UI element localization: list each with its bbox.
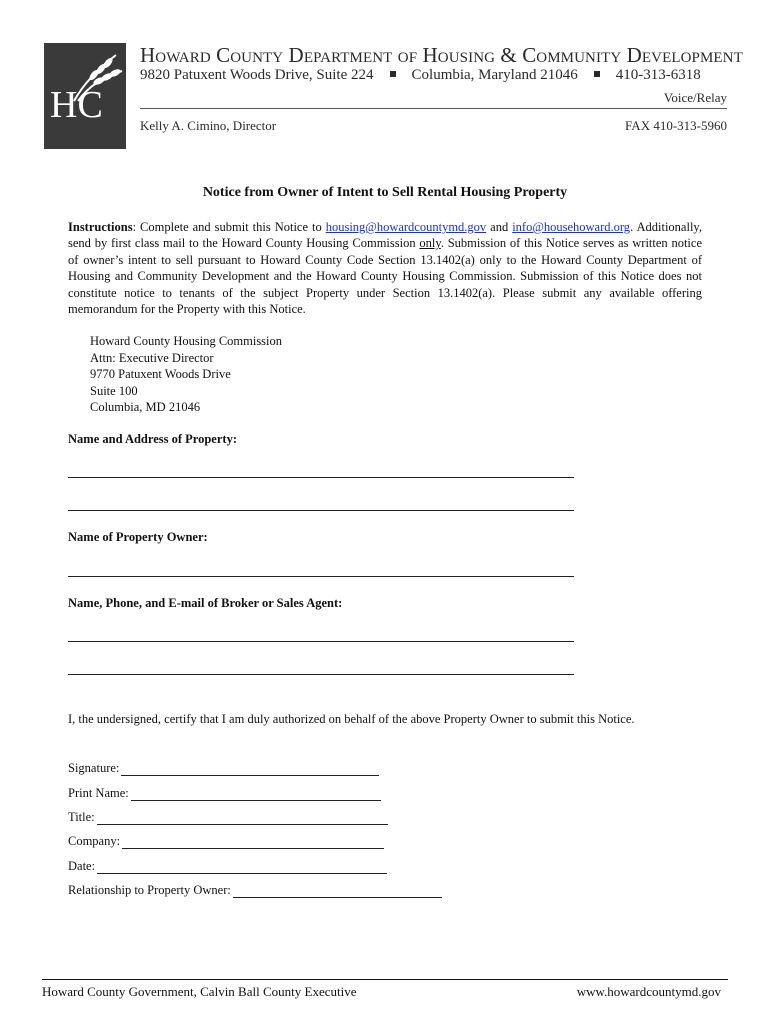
address-line: Columbia, MD 21046 [90,400,201,415]
title-blank[interactable] [97,813,388,825]
document-title: Notice from Owner of Intent to Sell Rental Housing Property [202,185,568,200]
wheat-logo-icon [44,43,126,149]
instructions-label: Instructions [68,220,133,234]
print-name-blank[interactable] [131,789,381,801]
agency-name: Howard County Department of Housing & Community Development [140,43,743,67]
separator-square-icon [390,71,396,77]
signature-field[interactable]: Signature: [68,761,379,776]
footer-website[interactable]: www.howardcountymd.gov [576,984,721,999]
address-line: Suite 100 [90,383,138,398]
address-line: Howard County Housing Commission [90,334,283,348]
date-blank[interactable] [97,862,387,874]
info-email-link[interactable]: info@househoward.org [512,220,631,234]
broker-line-2[interactable] [68,674,574,675]
certification-text: I, the undersigned, certify that I am duly authorized on behalf of the above Property Owner to submit this Notice. [68,712,635,726]
company-field[interactable]: Company: [68,834,384,849]
separator-square-icon [594,71,600,77]
svg-text:HC: HC [50,84,103,126]
company-blank[interactable] [122,837,384,849]
director-name: Kelly A. Cimino, Director [140,118,277,133]
broker-line-1[interactable] [68,641,574,642]
title-field[interactable]: Title: [68,810,388,825]
print-name-field[interactable]: Print Name: [68,786,381,801]
property-label: Name and Address of Property: [68,432,237,446]
agency-address: 9820 Patuxent Woods Drive, Suite 224 Columbia, Maryland 21046 410-313-6318 [140,67,701,83]
address-line: Attn: Executive Director [90,350,214,365]
header-divider [140,108,727,109]
relationship-field[interactable]: Relationship to Property Owner: [68,883,442,898]
date-field[interactable]: Date: [68,859,387,874]
instructions-paragraph: Instructions: Complete and submit this Notice to housing@howardcountymd.gov and info@househoward.org. Additionally, send by first class mail to the Howard County Housing Commission only. Submission of this Notice serves as written notice of owner’s intent to sell pursuant to Howard County Code Section 13.1402(a) only to the Howard County Department of Housing and Community Development and the Howard County Housing Commission. Submission of this Notice does not constitute notice to tenants of the subject Property under Section 13.1402(a). Please submit any available offering memorandum for the Property with this Notice. [68,220,702,317]
footer-county-executive: Howard County Government, Calvin Ball County Executive [42,984,357,999]
agency-logo [44,43,126,149]
owner-label: Name of Property Owner: [68,530,208,544]
signature-blank[interactable] [121,764,379,776]
broker-label: Name, Phone, and E-mail of Broker or Sales Agent: [68,596,343,610]
housing-email-link[interactable]: housing@howardcountymd.gov [325,220,487,234]
relationship-blank[interactable] [233,886,442,898]
mailing-address [90,333,282,416]
property-line-1[interactable] [68,477,574,478]
address-line: 9770 Patuxent Woods Drive [90,367,231,382]
owner-line[interactable] [68,576,574,577]
footer-divider [42,979,728,980]
fax-number: FAX 410-313-5960 [625,118,727,133]
property-line-2[interactable] [68,510,574,511]
voice-relay: Voice/Relay [663,90,727,105]
